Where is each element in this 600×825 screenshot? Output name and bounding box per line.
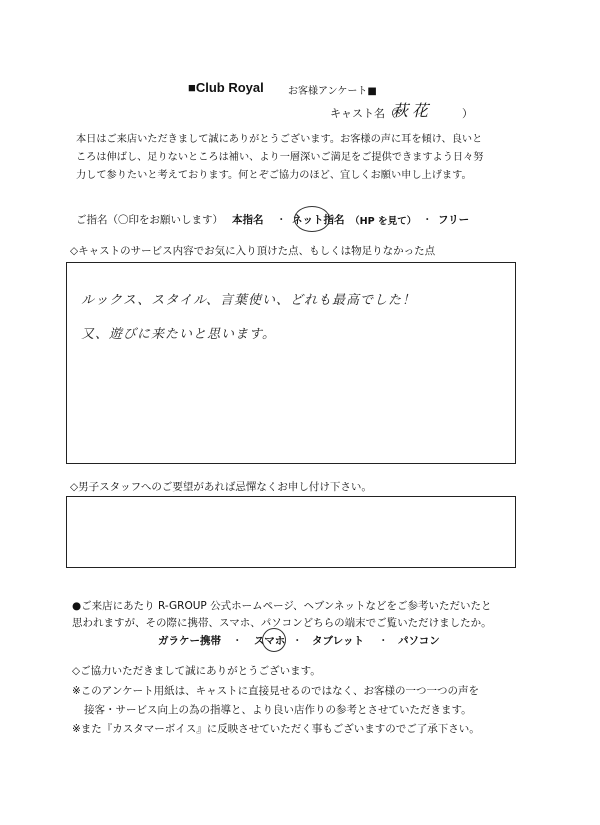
question-2-answer-box[interactable] [66,496,516,568]
device-option-tablet[interactable]: タブレット [312,635,364,647]
nomination-separator: ・ [276,214,287,226]
question-3-line-2: 思われますが、その際に携帯、スマホ、パソコンどちらの端末でご覧いただけましたか。 [72,617,492,629]
device-separator: ・ [378,635,389,647]
footer-note-1: ※このアンケート用紙は、キャストに直接見せるのではなく、お客様の一つ一つの声を [72,685,479,697]
nomination-separator: ・ [422,214,433,226]
footer-note-3: ※また『カスタマーボイス』に反映させていただく事もございますのでご了承下さい。 [72,723,480,735]
cast-label: キャスト名（ [330,107,396,120]
nomination-net-note: （HP を見て） [350,216,417,227]
handwritten-answer-line-1: ルックス、スタイル、言葉使い、どれも最高でした！ [81,293,416,308]
handwritten-answer-line-2: 又、遊びに来たいと思います。 [81,327,276,342]
nomination-option-free[interactable]: フリー [438,214,470,226]
question-1-answer-box[interactable] [66,262,516,464]
question-3-line-1: ●ご来店にあたり R-GROUP 公式ホームページ、ヘブンネットなどをご参考いただいたと [72,600,492,612]
nomination-label: ご指名（〇印をお願いします） [76,214,223,226]
form-title: ■Club Royal [188,80,264,95]
selection-circle-mark [294,206,330,232]
device-option-pc[interactable]: パソコン [398,635,440,647]
intro-line-3: 力して参りたいと考えております。何とぞご協力のほど、宜しくお願い申し上げます。 [76,170,472,181]
device-option-smartphone[interactable]: スマホ [254,635,286,647]
selection-circle-mark [262,628,286,652]
cast-name-handwritten[interactable]: 萩花 [392,101,433,120]
intro-line-1: 本日はご来店いただきまして誠にありがとうございます。お客様の声に耳を傾け、良いと [76,134,483,145]
nomination-option-net[interactable]: ネット指名 [292,214,345,226]
device-separator: ・ [292,635,303,647]
nomination-option-regular[interactable]: 本指名 [232,214,264,226]
question-1-label: ◇キャストのサービス内容でお気に入り頂けた点、もしくは物足りなかった点 [70,245,436,257]
device-option-feature-phone[interactable]: ガラケー携帯 [158,635,221,647]
intro-line-2: ころは伸ばし、足りないところは補い、より一層深いご満足をご提供できますよう日々努 [76,152,484,163]
cast-label-close: ） [462,107,473,120]
footer-note-2: 接客・サービス向上の為の指導と、より良い店作りの参考とさせていただきます。 [84,704,472,716]
question-2-label: ◇男子スタッフへのご要望があれば忌憚なくお申し付け下さい。 [70,481,372,493]
form-subtitle: お客様アンケート■ [288,86,377,97]
device-separator: ・ [232,635,243,647]
footer-thanks: ◇ご協力いただきまして誠にありがとうございます。 [72,665,321,677]
